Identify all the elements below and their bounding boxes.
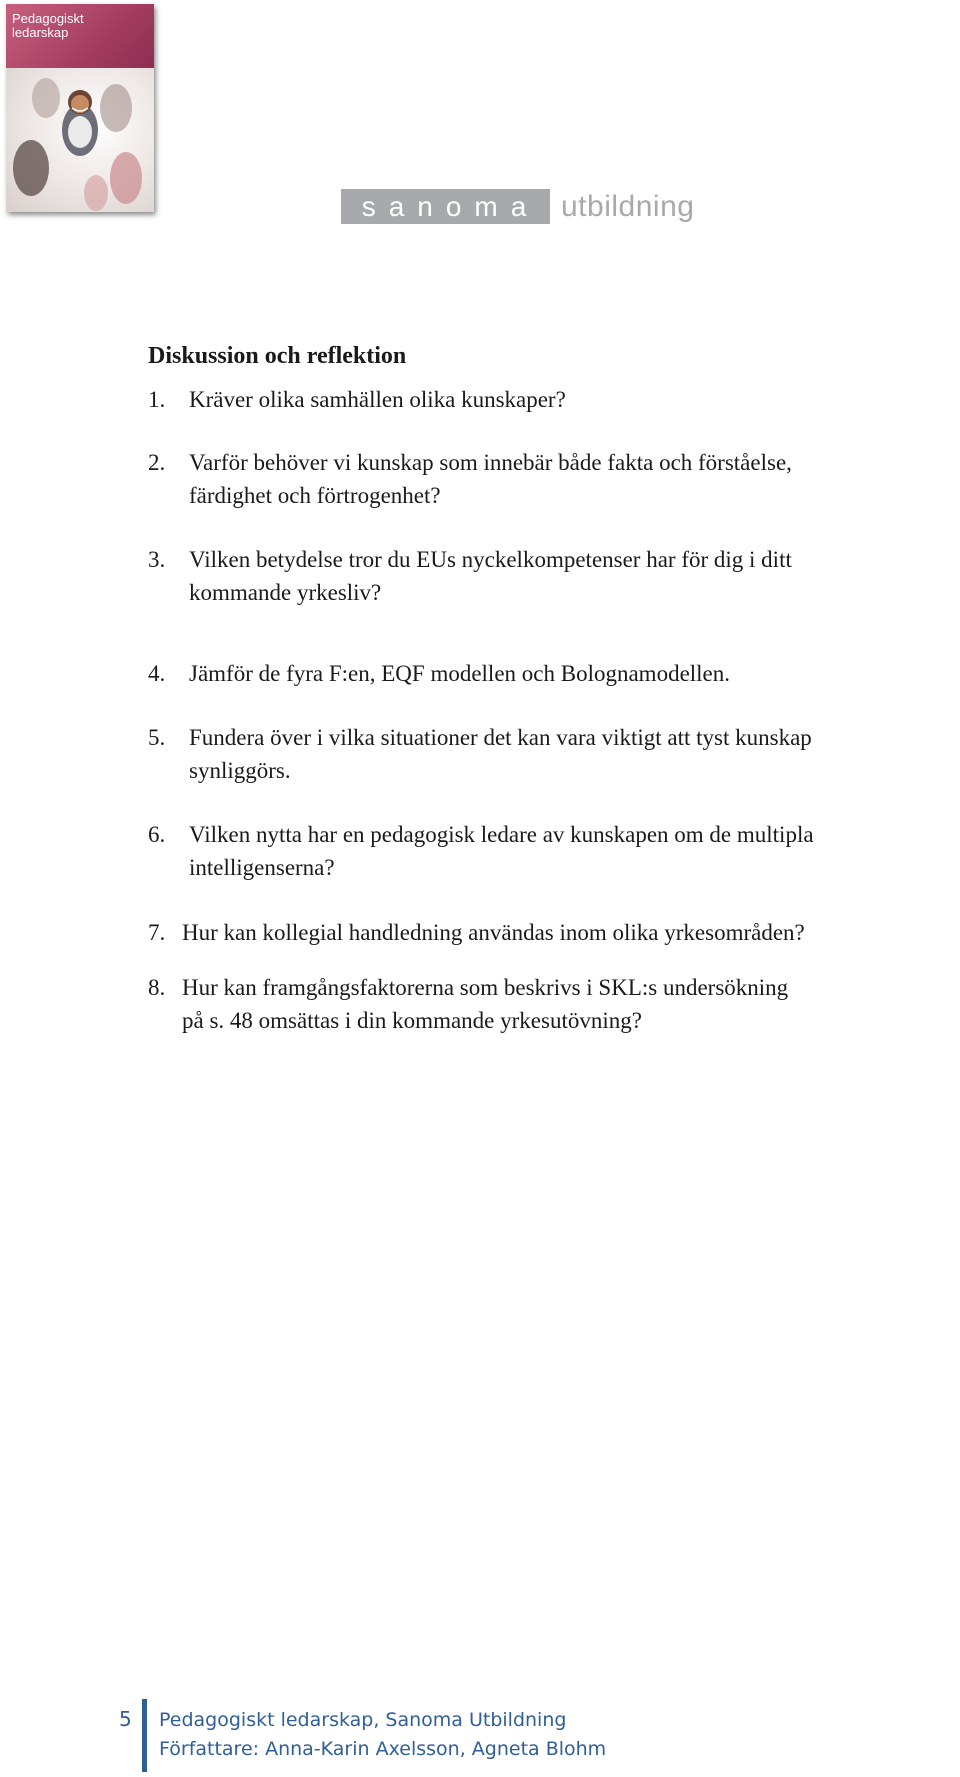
question-7 <box>148 916 805 949</box>
question-text-continued: på s. 48 omsättas i din kommande yrkesutövning? <box>182 1008 642 1033</box>
question-number: 4. <box>148 661 166 686</box>
question-number: 7. <box>148 920 166 945</box>
cover-people-illustration <box>6 68 154 212</box>
question-text: Hur kan kollegial handledning användas inom olika yrkesområden? <box>182 920 805 945</box>
page-number: 5 <box>119 1707 132 1731</box>
question-text: Varför behöver vi kunskap som innebär både fakta och förståelse, <box>189 450 792 475</box>
question-number: 5. <box>148 725 166 750</box>
footer-divider <box>142 1699 147 1772</box>
question-2 <box>148 446 792 512</box>
question-number: 1. <box>148 387 166 412</box>
publisher-logo <box>341 189 694 224</box>
footer-book-info: Pedagogiskt ledarskap, Sanoma Utbildning <box>159 1709 567 1731</box>
question-3 <box>148 543 792 609</box>
question-text-continued: färdighet och förtrogenhet? <box>189 483 441 508</box>
question-text-continued: intelligenserna? <box>189 855 335 880</box>
question-text-continued: synliggörs. <box>189 758 291 783</box>
cover-title-line2: ledarskap <box>12 25 69 40</box>
question-text: Hur kan framgångsfaktorerna som beskrivs i SKL:s undersökning <box>182 975 789 1000</box>
question-text: Jämför de fyra F:en, EQF modellen och Bolognamodellen. <box>189 661 731 686</box>
footer-authors: Författare: Anna-Karin Axelsson, Agneta Blohm <box>159 1738 607 1760</box>
logo-word: utbildning <box>561 189 695 223</box>
question-6 <box>148 818 814 884</box>
cover-title <box>12 12 84 40</box>
question-number: 3. <box>148 547 166 572</box>
question-5 <box>148 721 812 787</box>
question-4 <box>148 657 730 690</box>
question-number: 8. <box>148 975 166 1000</box>
question-text: Fundera över i vilka situationer det kan vara viktigt att tyst kunskap <box>189 725 812 750</box>
question-8 <box>148 971 788 1037</box>
question-text: Vilken nytta har en pedagogisk ledare av kunskapen om de multipla <box>189 822 814 847</box>
cover-photo <box>6 68 154 212</box>
section-heading: Diskussion och reflektion <box>148 343 407 369</box>
question-number: 6. <box>148 822 166 847</box>
book-cover-image <box>6 4 154 212</box>
question-text-continued: kommande yrkesliv? <box>189 580 382 605</box>
question-number: 2. <box>148 450 166 475</box>
question-1 <box>148 383 566 416</box>
cover-title-line1: Pedagogiskt <box>12 11 84 26</box>
logo-box: sanoma <box>341 189 550 224</box>
question-text: Vilken betydelse tror du EUs nyckelkompetenser har för dig i ditt <box>189 547 792 572</box>
question-text: Kräver olika samhällen olika kunskaper? <box>189 387 566 412</box>
